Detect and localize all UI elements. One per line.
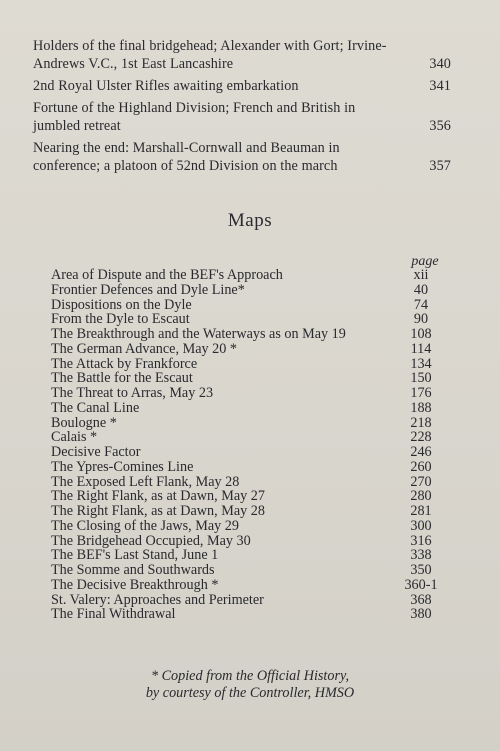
map-entry xyxy=(51,607,446,622)
map-title: Frontier Defences and Dyle Line* xyxy=(51,281,245,298)
plate-entry xyxy=(33,99,453,135)
map-entry xyxy=(51,578,446,593)
map-title: The Bridgehead Occupied, May 30 xyxy=(51,532,251,549)
map-entry xyxy=(51,504,446,519)
map-entry xyxy=(51,268,446,283)
map-entry xyxy=(51,475,446,490)
map-entry xyxy=(51,312,446,327)
map-entry xyxy=(51,371,446,386)
map-title: The Decisive Breakthrough * xyxy=(51,576,219,593)
map-title: From the Dyle to Escaut xyxy=(51,311,190,328)
map-title: The Ypres-Comines Line xyxy=(51,458,194,475)
plate-page-number: 357 xyxy=(429,158,451,174)
map-entry xyxy=(51,298,446,313)
map-title: The Final Withdrawal xyxy=(51,606,176,623)
map-page-number: 380 xyxy=(410,606,432,623)
map-title: The Exposed Left Flank, May 28 xyxy=(51,473,240,490)
map-entry xyxy=(51,519,446,534)
map-title: The Somme and Southwards xyxy=(51,562,215,578)
map-title: Calais * xyxy=(51,429,98,446)
map-page-number: 260 xyxy=(410,458,432,475)
map-title: The Battle for the Escaut xyxy=(51,370,193,387)
plate-caption: Holders of the final bridgehead; Alexander with Gort; Irvine-Andrews V.C., 1st East Lancashire xyxy=(33,38,387,72)
maps-list xyxy=(51,268,446,622)
footnote-line: by courtesy of the Controller, HMSO xyxy=(145,685,355,701)
map-title: St. Valery: Approaches and Perimeter xyxy=(51,591,264,608)
plate-entry xyxy=(33,77,453,95)
map-page-number: 368 xyxy=(410,591,432,608)
map-page-number: 188 xyxy=(410,399,432,416)
map-title: The BEF's Last Stand, June 1 xyxy=(51,547,219,564)
maps-heading: Maps xyxy=(227,210,273,231)
map-title: The Right Flank, as at Dawn, May 27 xyxy=(51,488,265,505)
map-entry xyxy=(51,460,446,475)
map-title: Boulogne * xyxy=(51,414,117,431)
map-entry xyxy=(51,489,446,504)
plate-page-number: 356 xyxy=(429,118,451,134)
footnote-line: * Copied from the Official History, xyxy=(150,668,350,684)
map-title: The German Advance, May 20 * xyxy=(51,340,237,357)
plate-entry xyxy=(33,139,453,175)
map-title: Area of Dispute and the BEF's Approach xyxy=(51,267,283,283)
map-page-number: 134 xyxy=(410,355,432,372)
map-page-number: 108 xyxy=(410,326,432,342)
map-page-number: 40 xyxy=(413,281,429,298)
map-entry xyxy=(51,357,446,372)
map-page-number: 114 xyxy=(410,340,432,357)
map-entry xyxy=(51,548,446,563)
map-page-number: 176 xyxy=(410,385,432,401)
map-entry xyxy=(51,327,446,342)
map-title: Dispositions on the Dyle xyxy=(51,296,192,313)
map-title: The Attack by Frankforce xyxy=(51,355,198,372)
plate-page-number: 341 xyxy=(429,78,451,94)
map-page-number: xii xyxy=(413,267,429,283)
plate-entry xyxy=(33,37,453,73)
map-title: The Closing of the Jaws, May 29 xyxy=(51,517,239,534)
map-entry xyxy=(51,593,446,608)
map-title: The Breakthrough and the Waterways as on May 19 xyxy=(51,326,346,342)
plate-caption: Nearing the end: Marshall-Cornwall and Beauman in conference; a platoon of 52nd Division on the march xyxy=(33,140,340,174)
map-title: Decisive Factor xyxy=(51,444,141,460)
plate-caption: Fortune of the Highland Division; French and British in jumbled retreat xyxy=(33,100,356,134)
map-title: The Right Flank, as at Dawn, May 28 xyxy=(51,503,265,519)
plates-list xyxy=(33,37,453,179)
plate-page-number: 340 xyxy=(429,56,451,72)
map-page-number: 246 xyxy=(410,444,432,460)
map-page-number: 360-1 xyxy=(404,576,438,593)
map-page-number: 300 xyxy=(410,517,432,534)
map-entry xyxy=(51,563,446,578)
map-page-number: 316 xyxy=(410,532,432,549)
map-page-number: 74 xyxy=(413,296,429,313)
map-entry xyxy=(51,342,446,357)
map-entry xyxy=(51,283,446,298)
map-page-number: 270 xyxy=(410,473,432,490)
map-page-number: 150 xyxy=(410,370,432,387)
page-column-header: page xyxy=(411,254,439,269)
map-page-number: 338 xyxy=(410,547,432,564)
map-page-number: 281 xyxy=(410,503,432,519)
map-entry xyxy=(51,416,446,431)
map-page-number: 228 xyxy=(410,429,432,446)
map-page-number: 350 xyxy=(410,562,432,578)
map-page-number: 90 xyxy=(413,311,429,328)
map-entry xyxy=(51,386,446,401)
map-entry xyxy=(51,430,446,445)
plate-caption: 2nd Royal Ulster Rifles awaiting embarkation xyxy=(33,78,299,94)
map-title: The Threat to Arras, May 23 xyxy=(51,385,214,401)
map-page-number: 280 xyxy=(410,488,432,505)
map-page-number: 218 xyxy=(410,414,432,431)
map-title: The Canal Line xyxy=(51,399,140,416)
map-entry xyxy=(51,401,446,416)
footnote xyxy=(0,668,500,702)
map-entry xyxy=(51,534,446,549)
map-entry xyxy=(51,445,446,460)
